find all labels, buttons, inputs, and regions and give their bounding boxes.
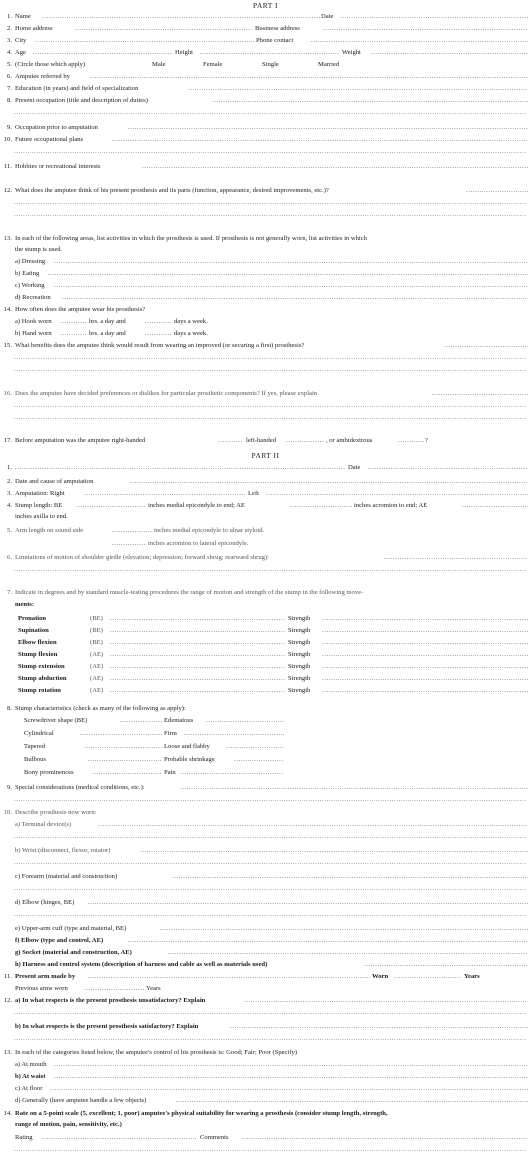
characteristic-left: Bony prominences	[24, 769, 74, 776]
stump-axilla-label: inches axilla to end.	[15, 513, 68, 520]
socket-line	[0, 948, 531, 958]
motion-row	[0, 662, 531, 672]
at-waist-field[interactable]	[54, 1072, 528, 1082]
cause-label: Date and cause of amputation	[15, 478, 94, 485]
activities-label-2: the stump is used.	[15, 246, 63, 253]
opinion-label: What does the amputee think of his present prosthesis and its parts (function, appearance, desired improvements, etc.)?	[15, 187, 329, 194]
p1-opinion-line: 12. What does the amputee think of his present prosthesis and its parts (function, appearance, desired improvements, etc.)? .....	[0, 186, 531, 196]
option-male[interactable]: Male	[152, 61, 166, 68]
left-handed-label: left-handed	[246, 437, 277, 444]
elbow-hinges-line	[0, 898, 531, 908]
motion-degrees-field[interactable]	[110, 650, 286, 660]
harness-field[interactable]	[364, 960, 528, 970]
stump-characteristic-row	[0, 768, 531, 778]
stump-ae-label: inches medial epicondyle to end; AE	[148, 502, 245, 509]
weight-label: Weight	[342, 49, 361, 56]
special-considerations-continuation[interactable]	[14, 795, 527, 805]
activity-recreation-line	[0, 293, 531, 303]
p1-age-line: 4. Age ..... Height ..... Weight .....	[0, 48, 531, 58]
strength-label: Strength	[288, 615, 311, 622]
limitations-field[interactable]	[384, 553, 528, 563]
strength-field[interactable]	[322, 638, 528, 648]
eating-field[interactable]	[48, 269, 528, 279]
years-label: Years	[464, 973, 480, 980]
motion-degrees-field[interactable]	[110, 626, 286, 636]
wear-frequency-label: How often does the amputee wear his prosthesis?	[15, 306, 146, 313]
characteristic-right-check[interactable]	[184, 729, 284, 739]
ulnar-styloid-label: inches medial epicondyle to ulnar styloid.	[154, 527, 265, 534]
rate-label-2: range of motion, pain, sensitivity, etc.)	[15, 1121, 122, 1128]
referred-field[interactable]	[90, 72, 528, 82]
motion-row	[0, 638, 531, 648]
p1-handedness-line: 17. Before amputation was the amputee right-handed ..... left-handed ..... , or ambidextrous ..... ?	[0, 436, 531, 446]
stump-be-label: Stump length: BE	[15, 502, 63, 509]
p2-satisfactory-line	[0, 1022, 531, 1032]
benefits-label: What benefits does the amputee think would result from wearing an improved (or securing a first) prosthesis?	[15, 342, 305, 349]
comments-continuation[interactable]	[14, 1145, 527, 1155]
phone-field[interactable]	[311, 36, 528, 46]
motion-row	[0, 650, 531, 660]
rating-label: Rating	[15, 1134, 33, 1141]
p1-circle-line: 5. (Circle those which apply) Male Female Single Married	[7, 61, 340, 68]
unsatisfactory-continuation[interactable]	[14, 1008, 527, 1018]
harness-label: h) Harness and control system (description of harness and cable as well as materials used)	[15, 961, 268, 968]
p1-activities-line: 13. In each of the following areas, list activities in which the prosthesis is used. If prosthesis is not generally worn, list activities in which	[3, 235, 367, 242]
stump-be-field[interactable]	[76, 501, 146, 511]
strength-label: Strength	[288, 639, 311, 646]
characteristic-right-check[interactable]	[180, 768, 284, 778]
education-field[interactable]	[188, 84, 528, 94]
motion-degrees-field[interactable]	[110, 638, 286, 648]
hand-worn-label: b) Hand worn	[15, 330, 52, 337]
arm-made-by-label: Present arm made by	[15, 973, 76, 980]
socket-label: g) Socket (material and construction, AE)	[15, 949, 132, 956]
dressing-field[interactable]	[54, 257, 528, 267]
worn-field[interactable]	[394, 972, 462, 982]
p2-arm-length-line: 5. Arm length on sound side ..... inches medial epicondyle to ulnar styloid.	[0, 526, 531, 536]
p2-range-motion-line-2	[0, 600, 531, 610]
generally-field[interactable]	[176, 1096, 528, 1106]
describe-prosthesis-label: Describe prosthesis now worn:	[15, 809, 97, 816]
characteristic-left-check[interactable]	[120, 716, 162, 726]
hook-worn-label: a) Hook worn	[15, 318, 52, 325]
p1-referred-line: 6. Amputee referred by .....	[0, 72, 531, 82]
weight-field[interactable]	[371, 48, 528, 58]
characteristic-left-check[interactable]	[80, 729, 162, 739]
movement-name: Pronation	[18, 615, 47, 622]
satisfactory-label: b) In what respects is the present prosthesis satisfactory? Explain	[15, 1023, 199, 1030]
amputation-right-label: Amputation: Right	[15, 490, 65, 497]
movement-name: Supination	[18, 627, 49, 634]
p1-education-line: 7. Education (in years) and field of specialization .....	[0, 84, 531, 94]
elbow-hinges-label: d) Elbow (hinges, BE)	[15, 899, 75, 906]
motion-degrees-field[interactable]	[110, 662, 286, 672]
stump-characteristic-row	[0, 742, 531, 752]
hand-worn-line	[0, 329, 531, 339]
height-field[interactable]	[200, 48, 340, 58]
hook-hours-label: hrs. a day and	[89, 318, 126, 325]
p2-unsatisfactory-line: 12. a) In what respects is the present prosthesis unsatisfactory? Explain .....	[0, 996, 531, 1006]
opinion-continuation-2[interactable]	[14, 210, 527, 220]
benefits-field[interactable]	[444, 341, 528, 351]
comments-label: Comments	[200, 1134, 229, 1141]
p1-hobbies-line: 11. Hobbies or recreational interests .....	[0, 162, 531, 172]
preferences-field[interactable]	[432, 389, 528, 399]
city-field[interactable]	[35, 36, 255, 46]
activity-eating-line	[0, 269, 531, 279]
p2-special-line: 9. Special considerations (medical conditions, etc.): .....	[0, 783, 531, 793]
hand-days-field[interactable]	[145, 329, 172, 339]
elbow-control-line	[0, 936, 531, 946]
unsatisfactory-label: a) In what respects is the present prosthesis unsatisfactory? Explain	[15, 997, 206, 1004]
handedness-label: Before amputation was the amputee right-handed	[15, 437, 146, 444]
hobbies-label: Hobbies or recreational interests	[15, 163, 101, 170]
arm-made-by-field[interactable]	[88, 972, 370, 982]
stump-ae-field[interactable]	[290, 501, 352, 511]
elbow-hinges-field[interactable]	[88, 898, 528, 908]
amputation-left-label: Left	[248, 490, 259, 497]
socket-field[interactable]	[168, 948, 528, 958]
satisfactory-field[interactable]	[230, 1022, 528, 1032]
ambidextrous-field[interactable]	[398, 436, 424, 446]
p2-amputation-line: 3. Amputation: Right ..... Left .....	[0, 489, 531, 499]
right-handed-field[interactable]	[218, 436, 242, 446]
strength-label: Strength	[288, 663, 311, 670]
p2-date-field[interactable]	[368, 463, 528, 473]
hook-days-field[interactable]	[145, 317, 172, 327]
movement-code: (AE)	[90, 663, 104, 670]
p2-date-line: 1. ..... Date .....	[0, 463, 531, 473]
education-label: Education (in years) and field of specialization	[15, 85, 139, 92]
p1-occupation-line: 8. Present occupation (title and description of duties) .....	[0, 96, 531, 106]
movement-code: (BE)	[90, 615, 103, 622]
generally-label: d) Generally (have amputee handle a few objects)	[15, 1097, 147, 1104]
p1-wear-line: 14. How often does the amputee wear his prosthesis?	[3, 306, 146, 313]
previous-years-label: Years	[146, 985, 161, 992]
strength-label: Strength	[288, 687, 311, 694]
characteristic-right: Pain	[164, 769, 176, 776]
limitations-label: Limitations of motion of shoulder girdle (elevation; depression; forward shrug; rearward shrug):	[15, 554, 269, 561]
at-floor-line	[0, 1084, 531, 1094]
p1-prior-occupation-line: 9. Occupation prior to amputation .....	[0, 123, 531, 133]
circle-instruction: (Circle those which apply)	[15, 61, 86, 68]
p2-describe-line: 10. Describe prosthesis now worn:	[3, 809, 97, 816]
elbow-control-label: f) Elbow (type and control, AE)	[15, 937, 104, 944]
hook-days-label: days a week.	[174, 318, 208, 325]
arm-length-acromion-field[interactable]	[112, 539, 146, 549]
terminal-device-continuation[interactable]	[14, 832, 527, 842]
characteristic-right: Loose and flabby	[164, 743, 210, 750]
p2-rate-line: 14. Rate on a 5-point scale (5, excellent; 1, poor) amputee's physical suitability for wearing a prosthesis (consider stump length, strength,	[3, 1110, 388, 1117]
ambidextrous-label: , or ambidextrous	[326, 437, 373, 444]
at-mouth-field[interactable]	[54, 1060, 528, 1070]
at-mouth-line	[0, 1060, 531, 1070]
arm-length-label: Arm length on sound side	[15, 527, 84, 534]
p2-top-field[interactable]	[15, 463, 345, 473]
option-married[interactable]: Married	[318, 61, 340, 68]
movement-code: (AE)	[90, 651, 104, 658]
dressing-label: a) Dressing	[15, 258, 46, 265]
at-floor-label: c) At floor	[15, 1085, 43, 1092]
elbow-hinges-continuation[interactable]	[14, 910, 527, 920]
movement-code: (AE)	[90, 687, 104, 694]
cause-field[interactable]	[130, 477, 528, 487]
characteristic-right-check[interactable]	[226, 742, 284, 752]
prior-occupation-label: Occupation prior to amputation	[15, 124, 98, 131]
motion-row	[0, 626, 531, 636]
working-field[interactable]	[54, 281, 528, 291]
p1-future-plans-line: 10. Future occupational plans .....	[0, 135, 531, 145]
upper-arm-cuff-field[interactable]	[160, 924, 528, 934]
movements-label: ments:	[15, 601, 35, 608]
activity-working-line	[0, 281, 531, 291]
comments-field[interactable]	[242, 1133, 528, 1143]
recreation-field[interactable]	[62, 293, 528, 303]
wrist-continuation[interactable]	[14, 858, 527, 868]
p2-cause-line: 2. Date and cause of amputation .....	[0, 477, 531, 487]
at-waist-label: b) At waist	[15, 1073, 46, 1080]
range-motion-label: Indicate in degrees and by standard muscle-testing procedures the range of motion and strength of the stump in the following move-	[15, 589, 364, 596]
future-plans-field[interactable]	[112, 135, 528, 145]
upper-arm-cuff-label: e) Upper-arm cuff (type and material, BE)	[15, 925, 127, 932]
phone-label: Phone contact	[256, 37, 294, 44]
motion-degrees-field[interactable]	[110, 614, 286, 624]
arm-length-ulnar-field[interactable]	[112, 526, 152, 536]
p1-name-line: 1. Name ..... Date .....	[0, 12, 531, 22]
strength-label: Strength	[288, 627, 311, 634]
characteristic-left: Bulbous	[24, 756, 46, 763]
unsatisfactory-field[interactable]	[244, 996, 528, 1006]
name-field[interactable]	[42, 12, 320, 22]
hand-days-label: days a week.	[174, 330, 208, 337]
control-label: In each of the categories listed below, the amputee's control of his prosthesis is: Good; Fair; Poor (Specify)	[15, 1049, 298, 1056]
movement-name: Stump rotation	[18, 687, 61, 694]
present-occupation-field[interactable]	[212, 96, 528, 106]
p2-arm-length-line-2	[0, 539, 531, 549]
referred-label: Amputee referred by	[15, 73, 70, 80]
characteristic-left-check[interactable]	[84, 742, 162, 752]
wrist-field[interactable]	[140, 846, 528, 856]
hook-worn-line	[0, 317, 531, 327]
strength-label: Strength	[288, 651, 311, 658]
forearm-continuation[interactable]	[14, 884, 527, 894]
lateral-epicondyle-label: inches acromion to lateral epicondyle.	[148, 540, 249, 547]
question-mark: ?	[425, 437, 428, 444]
terminal-device-line	[0, 820, 531, 830]
stump-ae2-field[interactable]	[462, 501, 528, 511]
city-label: City	[15, 37, 27, 44]
opinion-field[interactable]	[466, 186, 528, 196]
present-occupation-label: Present occupation (title and description of duties)	[15, 97, 148, 104]
motion-row	[0, 614, 531, 624]
stump-characteristic-row	[0, 716, 531, 726]
p2-limitations-line: 6. Limitations of motion of shoulder girdle (elevation; depression; forward shrug; rearward shrug): .....	[0, 553, 531, 563]
terminal-device-field[interactable]	[98, 820, 528, 830]
strength-field[interactable]	[322, 650, 528, 660]
terminal-device-label: a) Terminal device(s)	[15, 821, 72, 828]
benefits-continuation-2[interactable]	[14, 365, 527, 375]
characteristic-right-check[interactable]	[206, 716, 284, 726]
stump-characteristic-row	[0, 729, 531, 739]
benefits-continuation-1[interactable]	[14, 353, 527, 363]
strength-field[interactable]	[322, 674, 528, 684]
characteristic-right: Edematous	[164, 717, 194, 724]
strength-field[interactable]	[322, 662, 528, 672]
date-field[interactable]	[340, 12, 528, 22]
satisfactory-continuation[interactable]	[14, 1034, 527, 1044]
limitations-continuation[interactable]	[14, 565, 527, 575]
rate-label: Rate on a 5-point scale (5, excellent; 1, poor) amputee's physical suitability for wearing a prosthesis (consider stump length, strength,	[15, 1110, 388, 1117]
p2-arm-made-line: 11. Present arm made by ..... Worn ..... Years	[0, 972, 531, 982]
special-considerations-field[interactable]	[180, 783, 528, 793]
at-floor-field[interactable]	[50, 1084, 528, 1094]
motion-row	[0, 686, 531, 696]
activities-label: In each of the following areas, list activities in which the prosthesis is used. If prosthesis is not generally worn, list activities in which	[15, 235, 367, 242]
future-plans-label: Future occupational plans	[15, 136, 84, 143]
upper-arm-cuff-line	[0, 924, 531, 934]
movement-code: (BE)	[90, 639, 103, 646]
movement-code: (BE)	[90, 627, 103, 634]
wrist-line	[0, 846, 531, 856]
business-address-field[interactable]	[323, 24, 528, 34]
left-handed-field[interactable]	[286, 436, 324, 446]
stump-characteristics-label: Stump characteristics (check as many of the following as apply):	[15, 705, 186, 712]
movement-code: (AE)	[90, 675, 104, 682]
p2-stump-length-line-2	[0, 512, 531, 522]
characteristic-left: Cylindrical	[24, 730, 54, 737]
present-occupation-continuation[interactable]	[14, 108, 527, 118]
p1-city-line: 3. City ..... Phone contact .....	[0, 36, 531, 46]
characteristic-left: Screwdriver shape (BE)	[24, 717, 88, 724]
p2-range-motion-line: 7. Indicate in degrees and by standard muscle-testing procedures the range of motion and strength of the stump in the following move-	[7, 589, 364, 596]
p2-control-line: 13. In each of the categories listed below, the amputee's control of his prosthesis is: Good; Fair; Poor (Specify)	[3, 1049, 298, 1056]
characteristic-left-check[interactable]	[88, 755, 162, 765]
preferences-continuation-2[interactable]	[14, 413, 527, 423]
forearm-field[interactable]	[172, 872, 528, 882]
worn-label: Worn	[372, 973, 389, 980]
strength-field[interactable]	[322, 626, 528, 636]
hook-hours-field[interactable]	[60, 317, 87, 327]
preferences-label: Does the amputee have decided preferences or dislikes for particular prosthetic components? If yes, please explain	[15, 390, 318, 397]
p2-stump-length-line: 4. Stump length: BE ..... inches medial epicondyle to end; AE ..... inches acromion to end; AE .....	[0, 501, 531, 511]
age-field[interactable]	[33, 48, 173, 58]
characteristic-right-check[interactable]	[234, 755, 284, 765]
strength-field[interactable]	[322, 614, 528, 624]
characteristic-right: Probable shrinkage	[164, 756, 215, 763]
prior-occupation-field[interactable]	[128, 123, 528, 133]
p1-activities-line-2	[0, 245, 531, 255]
strength-field[interactable]	[322, 686, 528, 696]
p2-stump-char-line: 8. Stump characteristics (check as many of the following as apply):	[7, 705, 186, 712]
p1-benefits-line: 15. What benefits does the amputee think would result from wearing an improved (or securing a first) prosthesis? .....	[0, 341, 531, 351]
p2-previous-arms-line	[0, 984, 531, 994]
characteristic-left-check[interactable]	[92, 768, 162, 778]
motion-degrees-field[interactable]	[110, 674, 286, 684]
part-two-heading: PART II	[251, 451, 280, 460]
date-label: Date	[321, 13, 334, 20]
elbow-control-field[interactable]	[128, 936, 528, 946]
stump-characteristic-row	[0, 755, 531, 765]
amputation-left-field[interactable]	[266, 489, 528, 499]
hobbies-field[interactable]	[142, 162, 528, 172]
characteristic-right: Firm	[164, 730, 177, 737]
previous-arms-field[interactable]	[84, 984, 144, 994]
p2-rate-line-2	[0, 1120, 531, 1130]
p2-date-label: Date	[348, 464, 361, 471]
at-waist-line	[0, 1072, 531, 1082]
motion-row	[0, 674, 531, 684]
activity-dressing-line	[0, 257, 531, 267]
home-address-label: Home address	[15, 25, 53, 32]
p2-rating-line	[0, 1133, 531, 1143]
option-single[interactable]: Single	[262, 61, 279, 68]
strength-label: Strength	[288, 675, 311, 682]
eating-label: b) Eating	[15, 270, 40, 277]
part-one-heading: PART I	[253, 1, 278, 10]
height-label: Height	[175, 49, 193, 56]
hand-hours-label: hrs. a day and	[89, 330, 126, 337]
amputation-right-field[interactable]	[84, 489, 246, 499]
wrist-label: b) Wrist (disconnect, flexor, rotator)	[15, 847, 111, 854]
recreation-label: d) Recreation	[15, 294, 51, 301]
age-label: Age	[15, 49, 26, 56]
special-considerations-label: Special considerations (medical conditions, etc.):	[15, 784, 145, 791]
business-address-label: Business address	[255, 25, 300, 32]
future-plans-continuation[interactable]	[14, 147, 527, 157]
characteristic-left: Tapered	[24, 743, 46, 750]
at-mouth-label: a) At mouth	[15, 1061, 47, 1068]
working-label: c) Working	[15, 282, 45, 289]
forearm-line	[0, 872, 531, 882]
generally-line	[0, 1096, 531, 1106]
home-address-field[interactable]	[75, 24, 253, 34]
stump-ae2-label: inches acromion to end; AE	[354, 502, 428, 509]
hand-hours-field[interactable]	[60, 329, 87, 339]
movement-name: Stump extension	[18, 663, 65, 670]
p1-preferences-line: 16. Does the amputee have decided preferences or dislikes for particular prosthetic components? If yes, please explain .....	[0, 389, 531, 399]
previous-arms-label: Previous arms worn	[15, 985, 68, 992]
motion-degrees-field[interactable]	[110, 686, 286, 696]
movement-name: Stump abduction	[18, 675, 67, 682]
rating-field[interactable]	[42, 1133, 196, 1143]
p1-address-line: 2. Home address ..... Business address .....	[0, 24, 531, 34]
movement-name: Elbow flexion	[18, 639, 57, 646]
forearm-label: c) Forearm (material and construction)	[15, 873, 118, 880]
option-female[interactable]: Female	[203, 61, 223, 68]
name-label: Name	[15, 13, 31, 20]
opinion-continuation-1[interactable]	[14, 198, 527, 208]
preferences-continuation-1[interactable]	[14, 401, 527, 411]
movement-name: Stump flexion	[18, 651, 58, 658]
harness-line	[0, 960, 531, 970]
